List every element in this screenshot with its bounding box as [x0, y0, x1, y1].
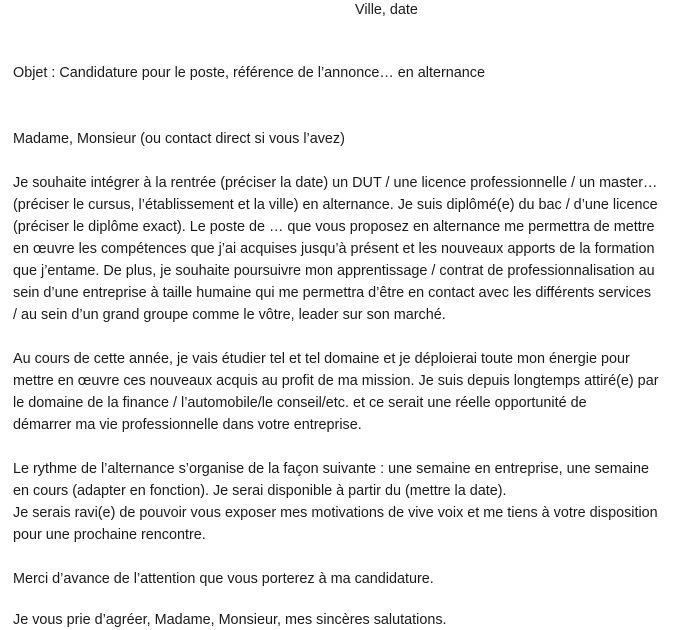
paragraph-line: (préciser le diplôme exact). Le poste de … que vous proposez en alternance me permettra de mettre: [13, 219, 655, 235]
paragraph-line: le domaine de la finance / l’automobile/le conseil/etc. et ce serait une réelle opportunité de: [13, 395, 587, 411]
closing-line: Je vous prie d’agréer, Madame, Monsieur, mes sincères salutations.: [13, 612, 447, 628]
paragraph-line: Je serais ravi(e) de pouvoir vous exposer mes motivations de vive voix et me tiens à votre disposition: [13, 505, 658, 521]
paragraph-line: / au sein d’un grand groupe comme le vôtre, leader sur son marché.: [13, 307, 446, 323]
paragraph-line: pour une prochaine rencontre.: [13, 527, 206, 543]
subject-line: Objet : Candidature pour le poste, référence de l’annonce… en alternance: [13, 65, 485, 81]
paragraph-line: que j’entame. De plus, je souhaite poursuivre mon apprentissage / contrat de professionnalisation au: [13, 263, 655, 279]
paragraph-line: en œuvre les compétences que j’ai acquises jusqu’à présent et les nouveaux apports de la formation: [13, 241, 655, 257]
paragraph-line: Au cours de cette année, je vais étudier tel et tel domaine et je déploierai toute mon énergie pour: [13, 351, 630, 367]
paragraph-line: en cours (adapter en fonction). Je serai disponible à partir du (mettre la date).: [13, 483, 507, 499]
paragraph-line: (préciser le cursus, l’établissement et la ville) en alternance. Je suis diplômé(e) du bac / d’une licence: [13, 197, 658, 213]
paragraph-line: Le rythme de l’alternance s’organise de la façon suivante : une semaine en entreprise, une semaine: [13, 461, 649, 477]
paragraph-line: sein d’une entreprise à taille humaine qui me permettra d’être en contact avec les différents services: [13, 285, 652, 301]
paragraph-line: Je souhaite intégrer à la rentrée (préciser la date) un DUT / une licence professionnelle / un master…: [13, 175, 658, 191]
paragraph-line: mettre en œuvre ces nouveaux acquis au profit de ma mission. Je suis depuis longtemps attiré(e) par: [13, 373, 659, 389]
place-date: Ville, date: [355, 2, 418, 18]
salutation: Madame, Monsieur (ou contact direct si vous l’avez): [13, 131, 345, 147]
paragraph-line: démarrer ma vie professionnelle dans votre entreprise.: [13, 417, 362, 433]
thanks-line: Merci d’avance de l’attention que vous porterez à ma candidature.: [13, 571, 434, 587]
